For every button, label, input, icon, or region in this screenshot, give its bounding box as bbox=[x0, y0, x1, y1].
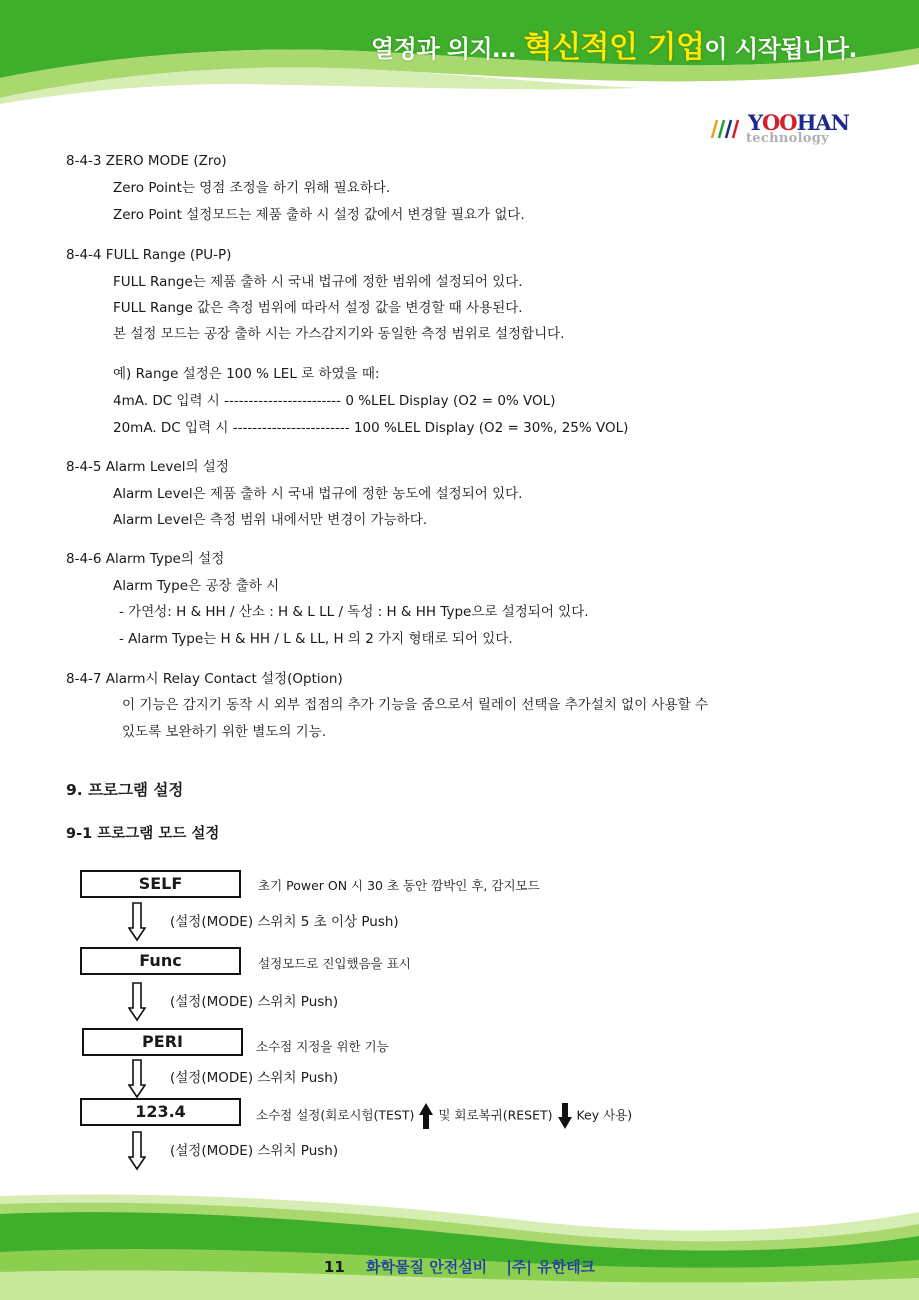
footer-text-b: |주| 유한테크 bbox=[506, 1258, 596, 1276]
down-arrow-icon bbox=[128, 1059, 146, 1099]
down-arrow-icon bbox=[128, 982, 146, 1022]
text-line: FULL Range 값은 측정 범위에 따라서 설정 값을 변경할 때 사용된다. bbox=[113, 300, 523, 316]
text-line: Zero Point 설정모드는 제품 출하 시 설정 값에서 변경할 필요가 없다. bbox=[113, 207, 525, 223]
company-logo bbox=[706, 110, 856, 152]
down-arrow-icon bbox=[128, 1131, 146, 1171]
logo-subtitle: technology bbox=[746, 131, 830, 146]
section-heading-846: 8-4-6 Alarm Type의 설정 bbox=[66, 551, 225, 567]
arrow-up-icon bbox=[419, 1103, 433, 1129]
header-slogan: 열정과 의지… 혁신적인 기업이 시작됩니다. bbox=[370, 30, 857, 65]
text-line: 이 기능은 감지기 동작 시 외부 접점의 추가 기능을 줌으로서 릴레이 선택을 추가설치 없이 사용할 수 bbox=[122, 697, 709, 713]
example-line: 4mA. DC 입력 시 ------------------------ 0 %LEL Display (O2 = 0% VOL) bbox=[113, 393, 556, 409]
section-heading-843: 8-4-3 ZERO MODE (Zro) bbox=[66, 153, 227, 169]
arrow-down-icon bbox=[558, 1103, 572, 1129]
chapter-subtitle: 9-1 프로그램 모드 설정 bbox=[66, 826, 220, 842]
text-line: 본 설정 모드는 공장 출하 시는 가스감지기와 동일한 측정 범위로 설정합니다. bbox=[113, 326, 565, 342]
mode-description: 소수점 설정(회로시험(TEST) 및 회로복귀(RESET) Key 사용) bbox=[256, 1103, 632, 1129]
text-line: FULL Range는 제품 출하 시 국내 법규에 정한 범위에 설정되어 있다. bbox=[113, 274, 523, 290]
section-heading-845: 8-4-5 Alarm Level의 설정 bbox=[66, 459, 229, 475]
action-label: (설정(MODE) 스위치 Push) bbox=[170, 1070, 339, 1086]
text-line: Alarm Type은 공장 출하 시 bbox=[113, 578, 280, 594]
action-label: (설정(MODE) 스위치 Push) bbox=[170, 994, 339, 1010]
mode-description: 초기 Power ON 시 30 초 동안 깜박인 후, 감지모드 bbox=[258, 878, 540, 893]
footer-text-a: 화학물질 안전설비 bbox=[366, 1258, 488, 1276]
action-label: (설정(MODE) 스위치 Push) bbox=[170, 1143, 339, 1159]
mode-box-self: SELF bbox=[80, 870, 241, 898]
down-arrow-icon bbox=[128, 902, 146, 942]
chapter-title: 9. 프로그램 설정 bbox=[66, 781, 184, 799]
text-line: - 가연성: H & HH / 산소 : H & L LL / 독성 : H & HH Type으로 설정되어 있다. bbox=[119, 604, 589, 620]
action-label: (설정(MODE) 스위치 5 초 이상 Push) bbox=[170, 914, 399, 930]
text-line: Zero Point는 영점 조정을 하기 위해 필요하다. bbox=[113, 180, 391, 196]
mode-box-decimal: 123.4 bbox=[80, 1098, 241, 1126]
text-line: Alarm Level은 제품 출하 시 국내 법규에 정한 농도에 설정되어 있다. bbox=[113, 486, 523, 502]
mode-description: 소수점 지정을 위한 기능 bbox=[256, 1039, 389, 1054]
text-line: Alarm Level은 측정 범위 내에서만 변경이 가능하다. bbox=[113, 512, 428, 528]
example-line: 예) Range 설정은 100 % LEL 로 하였을 때: bbox=[113, 366, 380, 382]
text-line: - Alarm Type는 H & HH / L & LL, H 의 2 가지 형태로 되어 있다. bbox=[119, 631, 513, 647]
footer bbox=[0, 1256, 919, 1277]
footer-banner bbox=[0, 1190, 919, 1300]
page-number: 11 bbox=[323, 1258, 345, 1276]
slogan-highlight: 혁신적인 기업 bbox=[523, 30, 705, 65]
mode-box-peri: PERI bbox=[82, 1028, 243, 1056]
logo-wordmark: YOOHAN bbox=[748, 110, 849, 135]
logo-stripes-icon bbox=[708, 116, 742, 140]
text-line: 있도록 보완하기 위한 별도의 기능. bbox=[122, 724, 327, 740]
mode-description: 설정모드로 진입했음을 표시 bbox=[258, 956, 411, 971]
example-line: 20mA. DC 입력 시 ------------------------ 100 %LEL Display (O2 = 30%, 25% VOL) bbox=[113, 420, 629, 436]
mode-box-func: Func bbox=[80, 947, 241, 975]
section-heading-847: 8-4-7 Alarm시 Relay Contact 설정(Option) bbox=[66, 671, 343, 687]
section-heading-844: 8-4-4 FULL Range (PU-P) bbox=[66, 247, 232, 263]
